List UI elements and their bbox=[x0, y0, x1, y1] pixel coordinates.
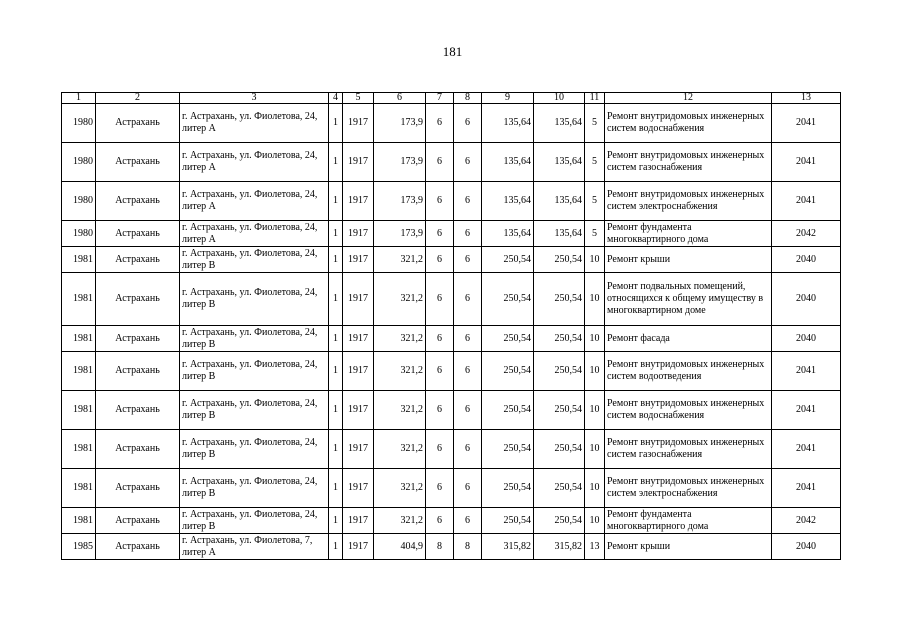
cell-city: Астрахань bbox=[96, 508, 180, 534]
cell-col9: 250,54 bbox=[482, 469, 534, 508]
cell-col11: 10 bbox=[585, 326, 605, 352]
cell-col11: 5 bbox=[585, 221, 605, 247]
cell-col4: 1 bbox=[329, 430, 343, 469]
column-number-header: 6 bbox=[374, 93, 426, 104]
cell-city: Астрахань bbox=[96, 273, 180, 326]
cell-col4: 1 bbox=[329, 391, 343, 430]
cell-plan-year: 2041 bbox=[772, 104, 841, 143]
cell-area: 173,9 bbox=[374, 221, 426, 247]
cell-built-year: 1917 bbox=[343, 247, 374, 273]
cell-built-year: 1917 bbox=[343, 508, 374, 534]
cell-city: Астрахань bbox=[96, 352, 180, 391]
cell-col4: 1 bbox=[329, 104, 343, 143]
cell-col8: 6 bbox=[454, 430, 482, 469]
cell-col7: 6 bbox=[426, 221, 454, 247]
cell-col8: 6 bbox=[454, 247, 482, 273]
cell-address: г. Астрахань, ул. Фиолетова, 24, литер В bbox=[180, 326, 329, 352]
cell-area: 321,2 bbox=[374, 430, 426, 469]
cell-plan-year: 2041 bbox=[772, 143, 841, 182]
cell-col7: 6 bbox=[426, 104, 454, 143]
cell-address: г. Астрахань, ул. Фиолетова, 24, литер В bbox=[180, 430, 329, 469]
cell-col8: 6 bbox=[454, 352, 482, 391]
cell-area: 321,2 bbox=[374, 508, 426, 534]
cell-area: 321,2 bbox=[374, 326, 426, 352]
cell-col7: 6 bbox=[426, 182, 454, 221]
cell-area: 321,2 bbox=[374, 352, 426, 391]
cell-col8: 6 bbox=[454, 182, 482, 221]
table-row bbox=[62, 247, 841, 273]
cell-area: 173,9 bbox=[374, 182, 426, 221]
cell-col10: 135,64 bbox=[534, 221, 585, 247]
cell-col4: 1 bbox=[329, 182, 343, 221]
cell-work-type: Ремонт подвальных помещений, относящихся к общему имуществу в многоквартирном доме bbox=[605, 273, 772, 326]
cell-work-type: Ремонт фундамента многоквартирного дома bbox=[605, 508, 772, 534]
cell-plan-year: 2041 bbox=[772, 469, 841, 508]
cell-col4: 1 bbox=[329, 221, 343, 247]
cell-col10: 250,54 bbox=[534, 430, 585, 469]
cell-col11: 10 bbox=[585, 391, 605, 430]
cell-year: 1980 bbox=[62, 104, 96, 143]
table-row bbox=[62, 534, 841, 560]
cell-year: 1980 bbox=[62, 182, 96, 221]
cell-col4: 1 bbox=[329, 469, 343, 508]
cell-work-type: Ремонт внутридомовых инженерных систем газоснабжения bbox=[605, 430, 772, 469]
table-row bbox=[62, 326, 841, 352]
column-number-header: 12 bbox=[605, 93, 772, 104]
cell-area: 404,9 bbox=[374, 534, 426, 560]
cell-address: г. Астрахань, ул. Фиолетова, 24, литер А bbox=[180, 143, 329, 182]
cell-col8: 6 bbox=[454, 143, 482, 182]
cell-col10: 250,54 bbox=[534, 247, 585, 273]
cell-built-year: 1917 bbox=[343, 143, 374, 182]
table-header-row bbox=[62, 93, 841, 104]
cell-col8: 6 bbox=[454, 273, 482, 326]
cell-built-year: 1917 bbox=[343, 534, 374, 560]
cell-built-year: 1917 bbox=[343, 469, 374, 508]
cell-col10: 250,54 bbox=[534, 273, 585, 326]
cell-address: г. Астрахань, ул. Фиолетова, 24, литер А bbox=[180, 104, 329, 143]
cell-col10: 250,54 bbox=[534, 391, 585, 430]
cell-city: Астрахань bbox=[96, 221, 180, 247]
column-number-header: 2 bbox=[96, 93, 180, 104]
cell-col4: 1 bbox=[329, 247, 343, 273]
cell-year: 1980 bbox=[62, 221, 96, 247]
cell-work-type: Ремонт внутридомовых инженерных систем газоснабжения bbox=[605, 143, 772, 182]
cell-plan-year: 2040 bbox=[772, 247, 841, 273]
cell-built-year: 1917 bbox=[343, 182, 374, 221]
cell-col7: 6 bbox=[426, 391, 454, 430]
table-row bbox=[62, 104, 841, 143]
cell-work-type: Ремонт внутридомовых инженерных систем водоснабжения bbox=[605, 391, 772, 430]
cell-col4: 1 bbox=[329, 326, 343, 352]
cell-city: Астрахань bbox=[96, 143, 180, 182]
cell-col7: 6 bbox=[426, 273, 454, 326]
column-number-header: 13 bbox=[772, 93, 841, 104]
cell-col11: 10 bbox=[585, 273, 605, 326]
column-number-header: 5 bbox=[343, 93, 374, 104]
table-row bbox=[62, 430, 841, 469]
column-number-header: 11 bbox=[585, 93, 605, 104]
cell-col8: 6 bbox=[454, 221, 482, 247]
cell-year: 1981 bbox=[62, 352, 96, 391]
cell-col11: 5 bbox=[585, 143, 605, 182]
cell-col4: 1 bbox=[329, 352, 343, 391]
cell-col10: 315,82 bbox=[534, 534, 585, 560]
cell-work-type: Ремонт внутридомовых инженерных систем водоотведения bbox=[605, 352, 772, 391]
cell-built-year: 1917 bbox=[343, 391, 374, 430]
cell-year: 1981 bbox=[62, 391, 96, 430]
column-number-header: 1 bbox=[62, 93, 96, 104]
cell-city: Астрахань bbox=[96, 247, 180, 273]
cell-area: 321,2 bbox=[374, 273, 426, 326]
cell-work-type: Ремонт внутридомовых инженерных систем электроснабжения bbox=[605, 182, 772, 221]
cell-col7: 6 bbox=[426, 326, 454, 352]
cell-col8: 6 bbox=[454, 391, 482, 430]
column-number-header: 3 bbox=[180, 93, 329, 104]
cell-plan-year: 2041 bbox=[772, 182, 841, 221]
cell-col10: 250,54 bbox=[534, 508, 585, 534]
cell-work-type: Ремонт фундамента многоквартирного дома bbox=[605, 221, 772, 247]
cell-col9: 250,54 bbox=[482, 391, 534, 430]
column-number-header: 10 bbox=[534, 93, 585, 104]
cell-plan-year: 2041 bbox=[772, 352, 841, 391]
cell-col7: 6 bbox=[426, 508, 454, 534]
cell-plan-year: 2042 bbox=[772, 221, 841, 247]
table-row bbox=[62, 273, 841, 326]
cell-built-year: 1917 bbox=[343, 221, 374, 247]
cell-area: 321,2 bbox=[374, 391, 426, 430]
cell-area: 321,2 bbox=[374, 469, 426, 508]
cell-col10: 250,54 bbox=[534, 352, 585, 391]
cell-area: 173,9 bbox=[374, 143, 426, 182]
table-row bbox=[62, 352, 841, 391]
cell-plan-year: 2041 bbox=[772, 430, 841, 469]
cell-city: Астрахань bbox=[96, 391, 180, 430]
cell-col9: 135,64 bbox=[482, 104, 534, 143]
cell-plan-year: 2040 bbox=[772, 534, 841, 560]
cell-col9: 250,54 bbox=[482, 326, 534, 352]
cell-area: 321,2 bbox=[374, 247, 426, 273]
cell-col4: 1 bbox=[329, 534, 343, 560]
cell-built-year: 1917 bbox=[343, 273, 374, 326]
cell-col10: 250,54 bbox=[534, 326, 585, 352]
cell-year: 1985 bbox=[62, 534, 96, 560]
table-row bbox=[62, 469, 841, 508]
cell-city: Астрахань bbox=[96, 326, 180, 352]
cell-year: 1981 bbox=[62, 247, 96, 273]
table-row bbox=[62, 182, 841, 221]
cell-col7: 6 bbox=[426, 143, 454, 182]
cell-year: 1981 bbox=[62, 469, 96, 508]
cell-plan-year: 2040 bbox=[772, 326, 841, 352]
cell-address: г. Астрахань, ул. Фиолетова, 24, литер А bbox=[180, 221, 329, 247]
cell-col11: 10 bbox=[585, 508, 605, 534]
cell-col8: 8 bbox=[454, 534, 482, 560]
cell-col4: 1 bbox=[329, 508, 343, 534]
cell-address: г. Астрахань, ул. Фиолетова, 24, литер А bbox=[180, 182, 329, 221]
cell-city: Астрахань bbox=[96, 534, 180, 560]
cell-address: г. Астрахань, ул. Фиолетова, 24, литер В bbox=[180, 352, 329, 391]
cell-work-type: Ремонт внутридомовых инженерных систем водоснабжения bbox=[605, 104, 772, 143]
cell-col11: 13 bbox=[585, 534, 605, 560]
cell-col7: 6 bbox=[426, 430, 454, 469]
cell-built-year: 1917 bbox=[343, 430, 374, 469]
column-number-header: 4 bbox=[329, 93, 343, 104]
cell-col10: 135,64 bbox=[534, 143, 585, 182]
cell-address: г. Астрахань, ул. Фиолетова, 7, литер А bbox=[180, 534, 329, 560]
cell-city: Астрахань bbox=[96, 104, 180, 143]
cell-address: г. Астрахань, ул. Фиолетова, 24, литер В bbox=[180, 273, 329, 326]
cell-built-year: 1917 bbox=[343, 352, 374, 391]
page-number: 181 bbox=[442, 44, 463, 59]
cell-plan-year: 2041 bbox=[772, 391, 841, 430]
cell-plan-year: 2040 bbox=[772, 273, 841, 326]
column-number-header: 7 bbox=[426, 93, 454, 104]
cell-col11: 5 bbox=[585, 182, 605, 221]
cell-col7: 6 bbox=[426, 469, 454, 508]
repair-schedule-table bbox=[61, 92, 841, 560]
cell-city: Астрахань bbox=[96, 182, 180, 221]
cell-col9: 250,54 bbox=[482, 352, 534, 391]
cell-col11: 10 bbox=[585, 352, 605, 391]
cell-city: Астрахань bbox=[96, 430, 180, 469]
cell-col9: 250,54 bbox=[482, 273, 534, 326]
cell-address: г. Астрахань, ул. Фиолетова, 24, литер В bbox=[180, 508, 329, 534]
cell-year: 1981 bbox=[62, 273, 96, 326]
table-row bbox=[62, 221, 841, 247]
cell-col10: 135,64 bbox=[534, 104, 585, 143]
cell-year: 1981 bbox=[62, 326, 96, 352]
cell-address: г. Астрахань, ул. Фиолетова, 24, литер В bbox=[180, 469, 329, 508]
cell-plan-year: 2042 bbox=[772, 508, 841, 534]
cell-area: 173,9 bbox=[374, 104, 426, 143]
cell-work-type: Ремонт фасада bbox=[605, 326, 772, 352]
cell-built-year: 1917 bbox=[343, 326, 374, 352]
cell-address: г. Астрахань, ул. Фиолетова, 24, литер В bbox=[180, 391, 329, 430]
cell-work-type: Ремонт внутридомовых инженерных систем электроснабжения bbox=[605, 469, 772, 508]
cell-year: 1981 bbox=[62, 430, 96, 469]
cell-col7: 6 bbox=[426, 247, 454, 273]
cell-col9: 315,82 bbox=[482, 534, 534, 560]
cell-city: Астрахань bbox=[96, 469, 180, 508]
cell-built-year: 1917 bbox=[343, 104, 374, 143]
cell-year: 1981 bbox=[62, 508, 96, 534]
column-number-header: 8 bbox=[454, 93, 482, 104]
cell-col11: 10 bbox=[585, 247, 605, 273]
cell-year: 1980 bbox=[62, 143, 96, 182]
cell-col9: 250,54 bbox=[482, 430, 534, 469]
cell-col11: 10 bbox=[585, 469, 605, 508]
table-row bbox=[62, 391, 841, 430]
cell-col8: 6 bbox=[454, 508, 482, 534]
cell-col7: 8 bbox=[426, 534, 454, 560]
cell-col9: 250,54 bbox=[482, 247, 534, 273]
cell-col8: 6 bbox=[454, 469, 482, 508]
cell-col10: 250,54 bbox=[534, 469, 585, 508]
cell-col4: 1 bbox=[329, 273, 343, 326]
cell-col11: 10 bbox=[585, 430, 605, 469]
cell-col10: 135,64 bbox=[534, 182, 585, 221]
cell-work-type: Ремонт крыши bbox=[605, 247, 772, 273]
cell-col11: 5 bbox=[585, 104, 605, 143]
cell-col9: 135,64 bbox=[482, 143, 534, 182]
table-row bbox=[62, 508, 841, 534]
cell-col8: 6 bbox=[454, 326, 482, 352]
cell-col4: 1 bbox=[329, 143, 343, 182]
cell-address: г. Астрахань, ул. Фиолетова, 24, литер В bbox=[180, 247, 329, 273]
cell-col9: 135,64 bbox=[482, 182, 534, 221]
cell-work-type: Ремонт крыши bbox=[605, 534, 772, 560]
column-number-header: 9 bbox=[482, 93, 534, 104]
cell-col8: 6 bbox=[454, 104, 482, 143]
cell-col7: 6 bbox=[426, 352, 454, 391]
table-row bbox=[62, 143, 841, 182]
cell-col9: 250,54 bbox=[482, 508, 534, 534]
cell-col9: 135,64 bbox=[482, 221, 534, 247]
